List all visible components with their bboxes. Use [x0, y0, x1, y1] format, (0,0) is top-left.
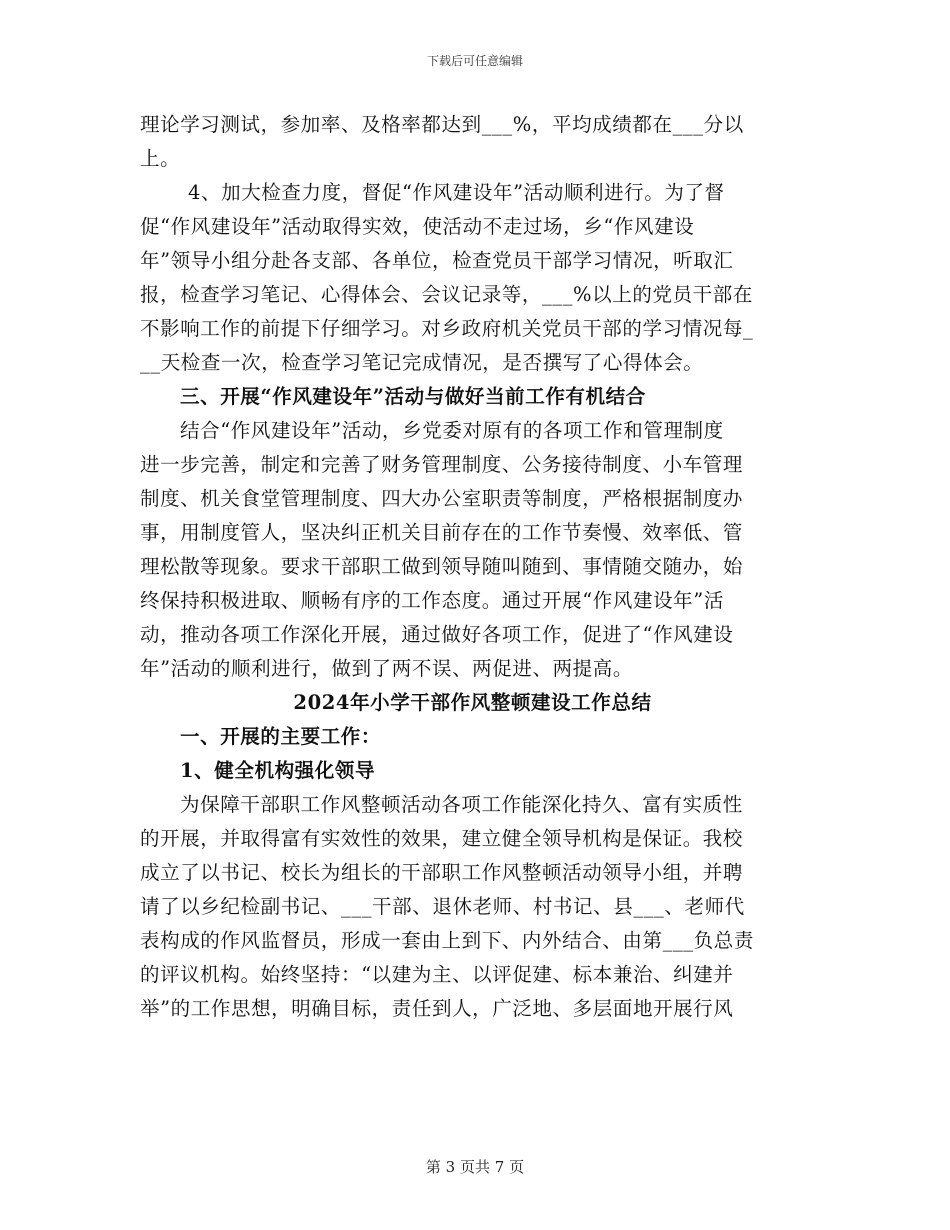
- body-line: 年”活动的顺利进行，做到了两不误、两促进、两提高。: [140, 657, 633, 680]
- body-line: 事，用制度管人，坚决纠正机关目前存在的工作节奏慢、效率低、管: [140, 521, 744, 544]
- body-line: 请了以乡纪检副书记、___干部、退休老师、村书记、县___、老师代: [140, 895, 745, 918]
- body-line: 理论学习测试，参加率、及格率都达到___%，平均成绩都在___分以: [140, 113, 744, 136]
- body-line: 终保持积极进取、顺畅有序的工作态度。通过开展“作风建设年”活: [140, 589, 724, 612]
- section-heading: 一、开展的主要工作：: [180, 725, 382, 748]
- body-line: 制度、机关食堂管理制度、四大办公室职责等制度，严格根据制度办: [140, 487, 744, 510]
- body-line: __天检查一次，检查学习笔记完成情况，是否撰写了心得体会。: [140, 351, 704, 374]
- page-header-note: 下载后可任意编辑: [426, 54, 523, 68]
- document-title: 2024年小学干部作风整顿建设工作总结: [293, 691, 652, 714]
- document-body: [140, 108, 805, 1026]
- body-line: 年”领导小组分赴各支部、各单位，检查党员干部学习情况，听取汇: [140, 249, 734, 272]
- body-line: 进一步完善，制定和完善了财务管理制度、公务接待制度、小车管理: [140, 453, 744, 476]
- body-line: 的评议机构。始终坚持：“以建为主、以评促建、标本兼治、纠建并: [140, 963, 734, 986]
- body-line: 表构成的作风监督员，形成一套由上到下、内外结合、由第___负总责: [140, 929, 754, 952]
- body-line: 动，推动各项工作深化开展，通过做好各项工作，促进了“作风建设: [140, 623, 734, 646]
- body-line: 上。: [140, 147, 181, 170]
- body-line: 为保障干部职工作风整顿活动各项工作能深化持久、富有实质性: [180, 793, 743, 816]
- body-line: 报，检查学习笔记、心得体会、会议记录等，___%以上的党员干部在: [140, 283, 753, 306]
- body-line: 促“作风建设年”活动取得实效，使活动不走过场，乡“作风建设: [140, 215, 695, 238]
- body-line: 的开展，并取得富有实效性的效果，建立健全领导机构是保证。我校: [140, 827, 744, 850]
- subsection-heading: 1、健全机构强化领导: [180, 759, 376, 782]
- body-line: 不影响工作的前提下仔细学习。对乡政府机关党员干部的学习情况每_: [140, 317, 754, 340]
- page-footer: 第 3 页共 7 页: [425, 1158, 525, 1176]
- body-line: 结合“作风建设年”活动，乡党委对原有的各项工作和管理制度: [180, 419, 724, 442]
- body-line: 理松散等现象。要求干部职工做到领导随叫随到、事情随交随办，始: [140, 555, 744, 578]
- body-line: 4、加大检查力度，督促“作风建设年”活动顺利进行。为了督: [188, 181, 725, 204]
- body-line: 举”的工作思想，明确目标，责任到人，广泛地、多层面地开展行风: [140, 997, 734, 1020]
- section-heading: 三、开展“作风建设年”活动与做好当前工作有机结合: [180, 385, 646, 408]
- body-line: 成立了以书记、校长为组长的干部职工作风整顿活动领导小组，并聘: [140, 861, 744, 884]
